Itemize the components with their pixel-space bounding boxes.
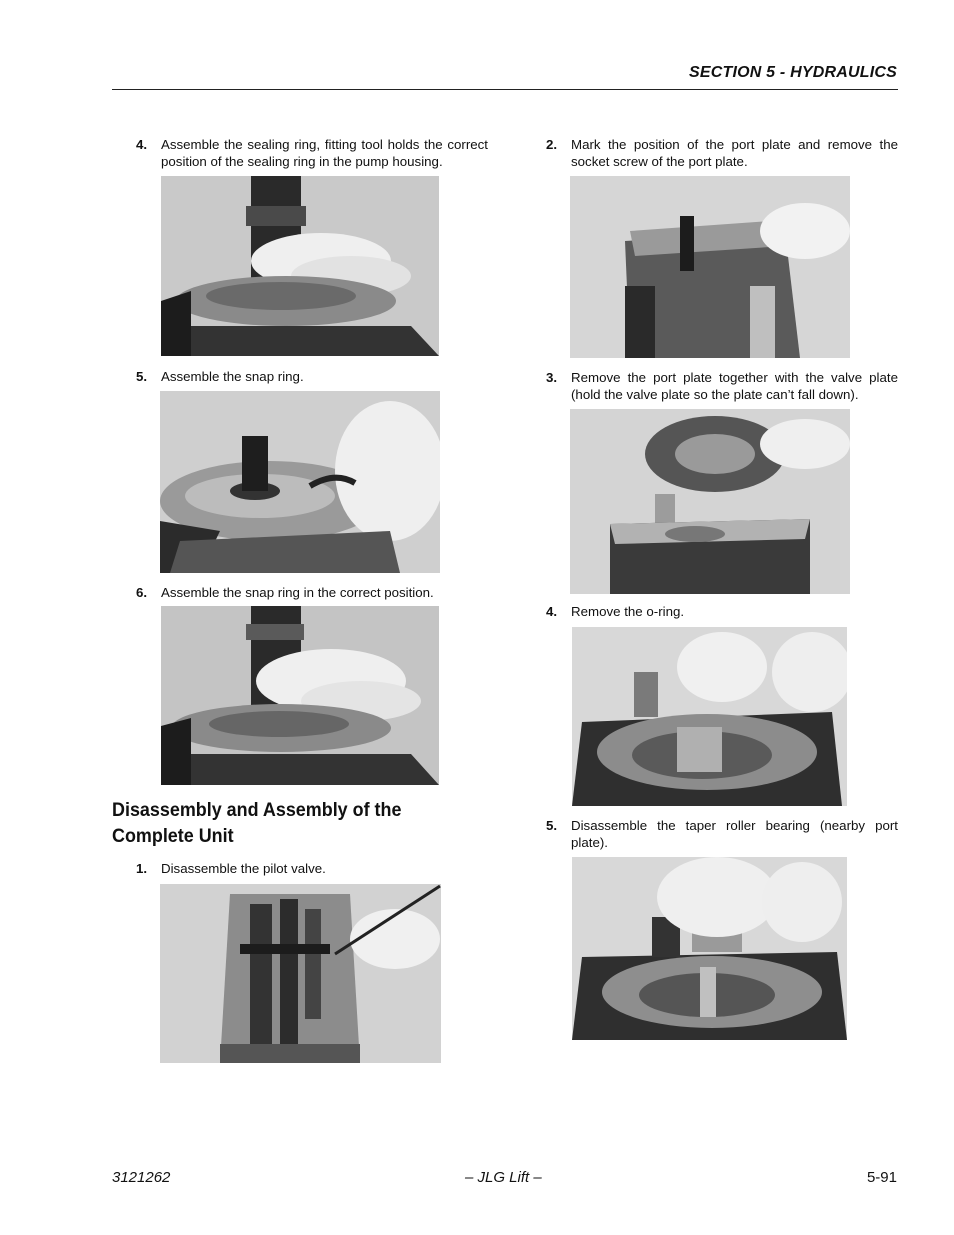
step-number: 6.: [136, 585, 148, 600]
step-text: Remove the port plate together with the valve plate (hold the valve plate so the plate can’t fall down).: [571, 370, 898, 402]
footer-doc-number: 3121262: [112, 1169, 171, 1186]
step-number: 4.: [136, 137, 148, 152]
step-text: Assemble the sealing ring, fitting tool holds the correct position of the sealing ring in the pump housing.: [161, 137, 488, 169]
step-text: Assemble the snap ring in the correct position.: [161, 585, 434, 600]
step-section-1: [136, 860, 488, 878]
footer-page-number: 5-91: [866, 1169, 897, 1186]
photo-port-plate-screw: [570, 176, 850, 358]
step-text: Mark the position of the port plate and remove the socket screw of the port plate.: [571, 137, 898, 169]
step-text: Disassemble the taper roller bearing (nearby port plate).: [571, 818, 898, 850]
section-title: SECTION 5 - HYDRAULICS: [689, 64, 897, 81]
photo-sealing-ring: [161, 176, 439, 356]
photo-port-plate-removal: [570, 409, 850, 594]
photo-taper-roller-bearing: [572, 857, 847, 1040]
step-number: 1.: [136, 861, 148, 876]
step-left-6: [136, 584, 488, 602]
step-number: 5.: [546, 818, 558, 833]
step-right-2: [546, 136, 898, 172]
photo-o-ring: [572, 627, 847, 806]
step-left-4: [136, 136, 488, 172]
step-right-3: [546, 369, 898, 405]
step-right-4: [546, 603, 898, 621]
section-heading: Disassembly and Assembly of the Complete Unit: [112, 799, 402, 847]
step-text: Remove the o-ring.: [571, 604, 685, 619]
step-left-5: [136, 368, 488, 386]
footer-center: – JLG Lift –: [465, 1169, 542, 1186]
step-number: 4.: [546, 604, 558, 619]
step-number: 3.: [546, 370, 558, 385]
step-right-5: [546, 817, 898, 853]
photo-snap-ring: [160, 391, 440, 573]
step-number: 2.: [546, 137, 558, 152]
step-text: Disassemble the pilot valve.: [161, 861, 326, 876]
step-text: Assemble the snap ring.: [161, 369, 304, 384]
photo-pilot-valve: [160, 884, 441, 1063]
header-divider: [112, 89, 898, 90]
step-number: 5.: [136, 369, 148, 384]
photo-snap-ring-position: [161, 606, 439, 785]
